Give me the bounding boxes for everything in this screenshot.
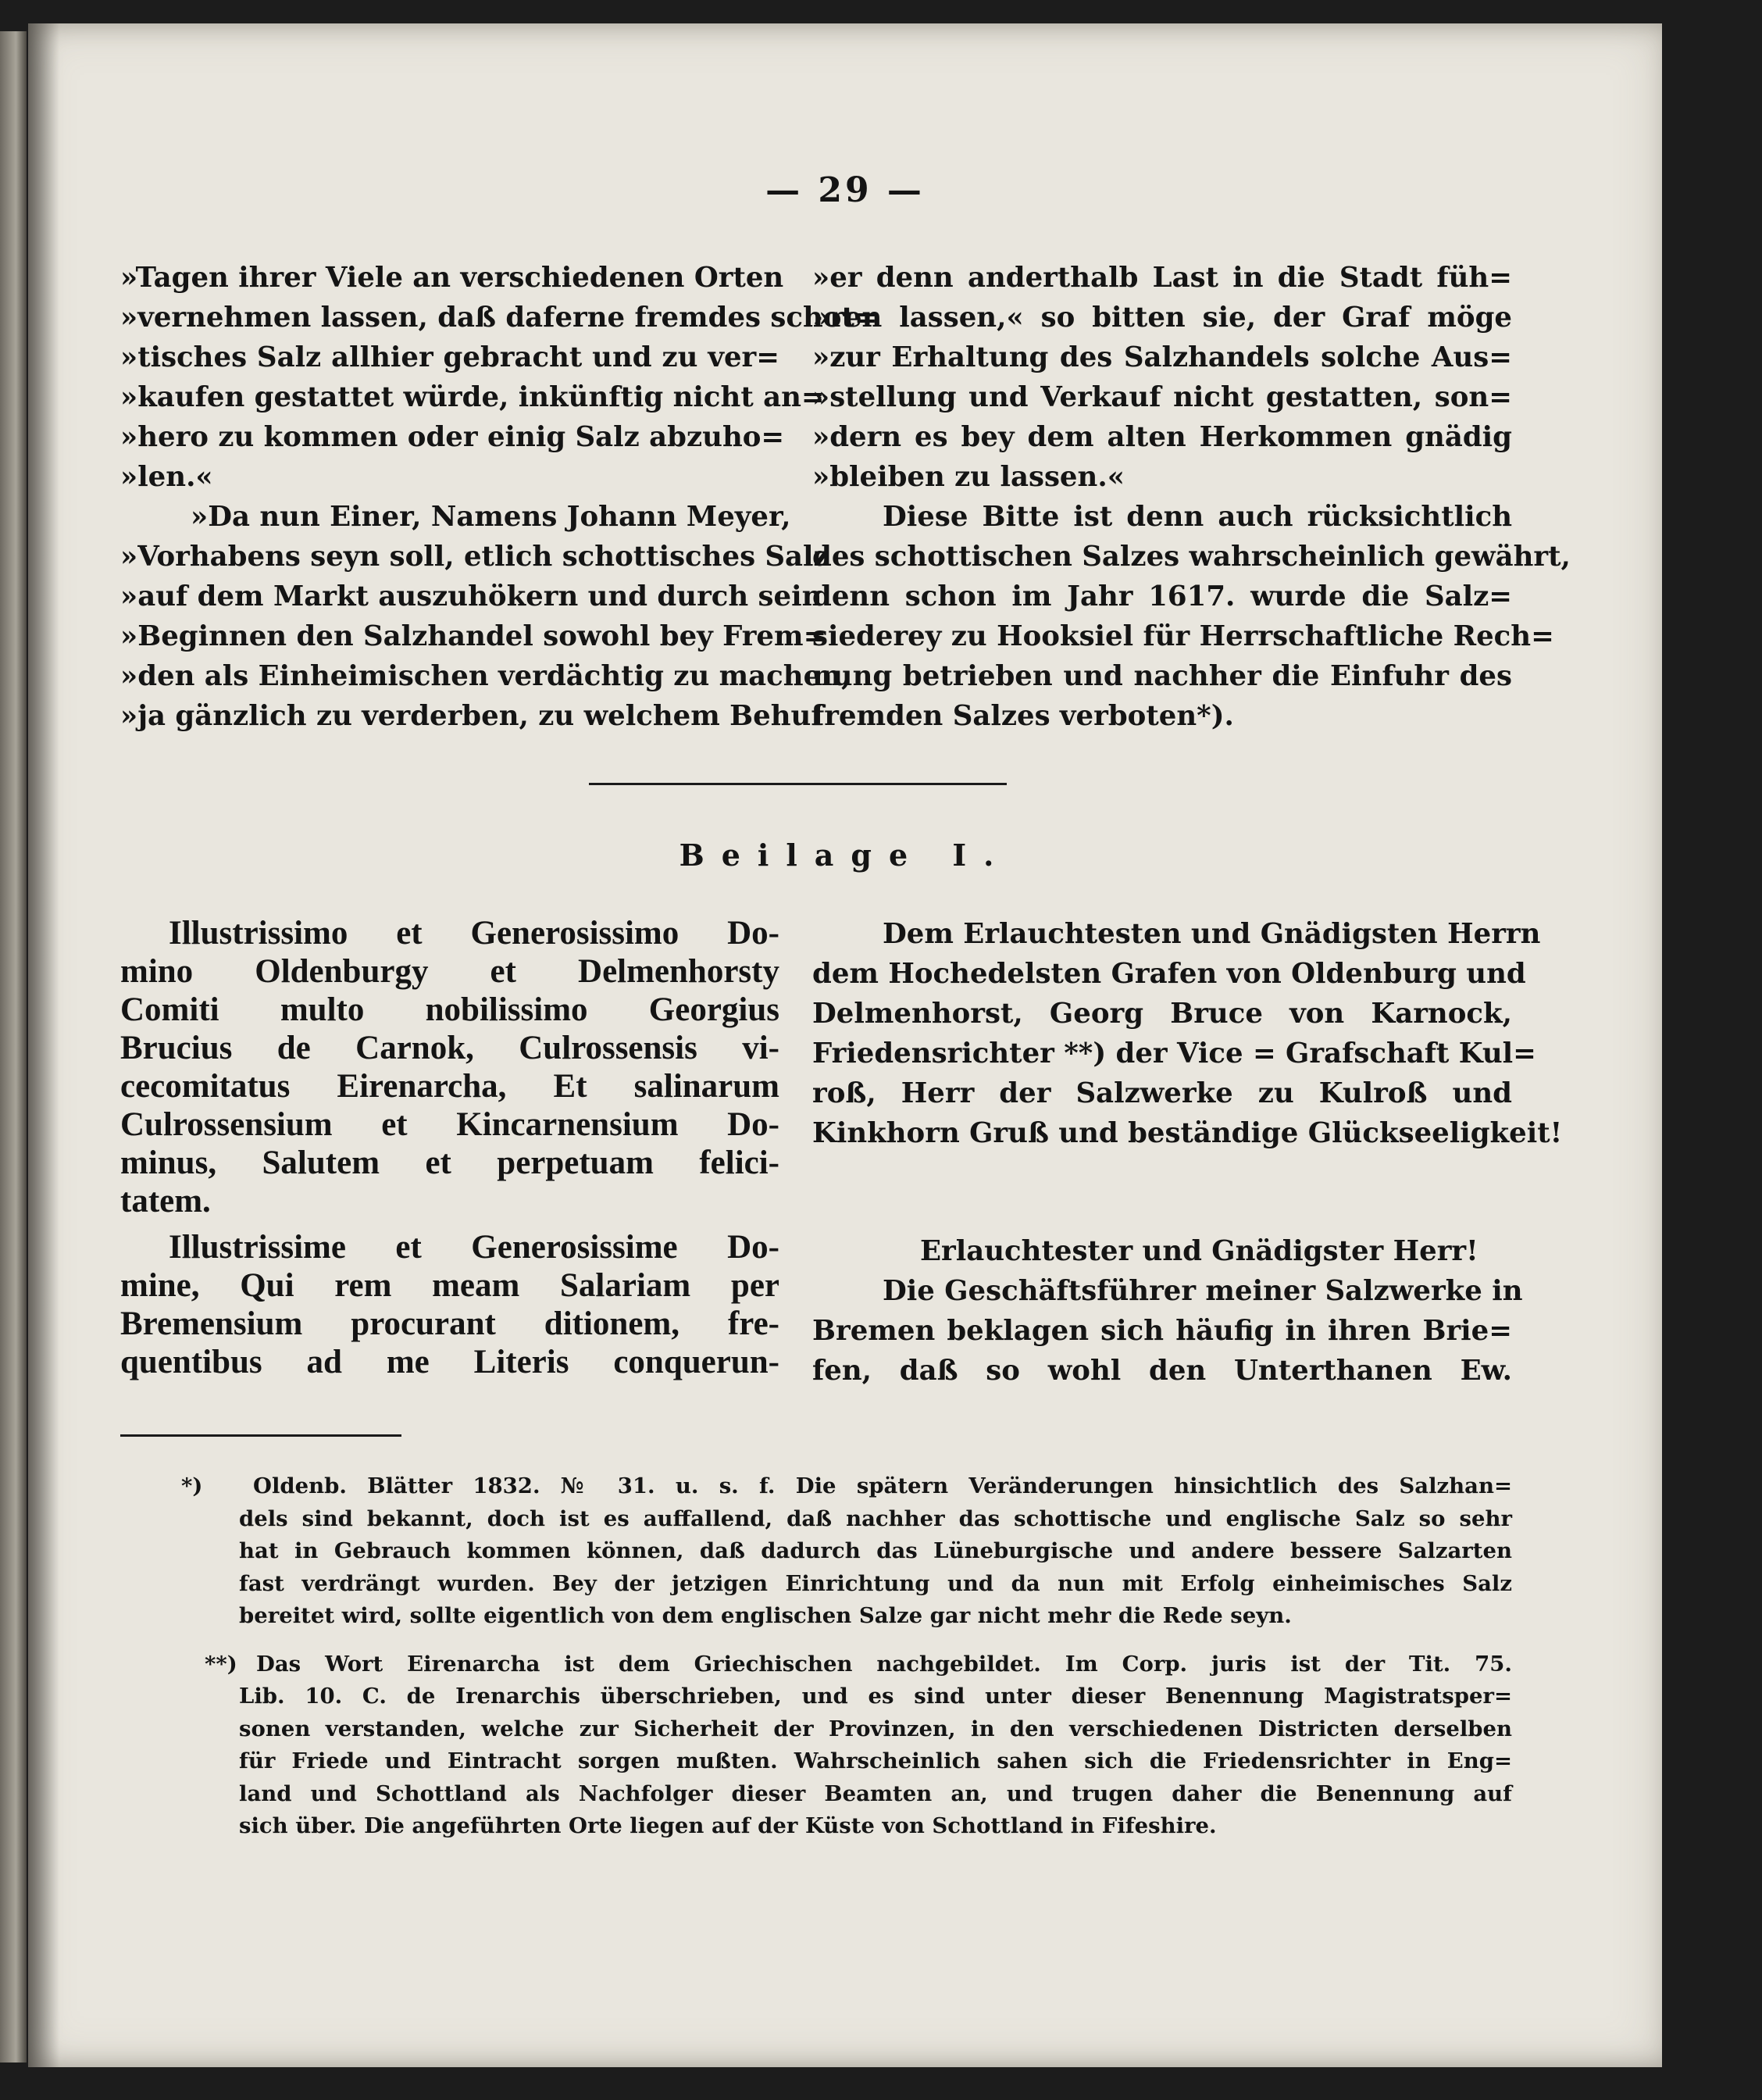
text-line: Illustrissimo et Generosissimo Do- — [169, 915, 779, 952]
text-line: Brucius de Carnok, Culrossensis vi- — [120, 1030, 779, 1066]
footnote-line: hat in Gebrauch kommen können, daß dadurch das Lüneburgische und andere bessere Salzarten — [239, 1538, 1512, 1563]
text-line: Diese Bitte ist denn auch rücksichtlich — [883, 501, 1512, 533]
text-line: »er denn anderthalb Last in die Stadt füh= — [812, 262, 1512, 294]
footnote-line: Lib. 10. C. de Irenarchis überschrieben, und es sind unter dieser Benennung Magistratsper= — [239, 1684, 1512, 1709]
latin-letter-text — [120, 914, 779, 1381]
footnote-line: sich über. Die angeführten Orte liegen auf der Küste von Schottland in Fifeshire. — [239, 1813, 1217, 1838]
text-line: siederey zu Hooksiel für Herrschaftliche Rech= — [812, 620, 1554, 652]
footnote-marker: *) — [181, 1473, 203, 1498]
text-line: »dern es bey dem alten Herkommen gnädig — [812, 421, 1512, 453]
footnote-line: dels sind bekannt, doch ist es auffallend, daß nachher das schottische und englische Salz so sehr — [239, 1505, 1512, 1531]
text-line: nung betrieben und nachher die Einfuhr des — [812, 660, 1512, 692]
text-line: »den als Einheimischen verdächtig zu machen, — [120, 660, 851, 692]
right-column-text — [812, 258, 1571, 736]
text-line: »Tagen ihrer Viele an verschiedenen Orten — [120, 262, 784, 294]
left-column-text — [120, 258, 878, 736]
text-line: mine, Qui rem meam Salariam per — [120, 1267, 779, 1304]
footnote-2 — [120, 1648, 1512, 1843]
text-line: Bremen beklagen sich häufig in ihren Brie= — [812, 1315, 1512, 1347]
text-line: Delmenhorst, Georg Bruce von Karnock, — [812, 998, 1512, 1030]
text-line: tatem. — [120, 1183, 211, 1220]
footnote-1 — [120, 1470, 1512, 1633]
text-line: Culrossensium et Kincarnensium Do- — [120, 1106, 779, 1143]
text-line: »ja gänzlich zu verderben, zu welchem Behuf — [120, 700, 823, 732]
salutation-line: Erlauchtester und Gnädigster Herr! — [920, 1235, 1478, 1267]
text-line: fen, daß so wohl den Unterthanen Ew. — [812, 1355, 1512, 1387]
section-divider — [589, 783, 1007, 785]
footnote-line: land und Schottland als Nachfolger dieser Beamten an, und trugen daher die Benennung auf — [239, 1780, 1512, 1806]
text-line: quentibus ad me Literis conquerun- — [120, 1344, 779, 1380]
text-line: »Beginnen den Salzhandel sowohl bey Frem= — [120, 620, 827, 652]
footnote-line: Das Wort Eirenarcha ist dem Griechischen nachgebildet. Im Corp. juris ist der Tit. 75. — [256, 1651, 1512, 1677]
text-line: denn schon im Jahr 1617. wurde die Salz= — [812, 580, 1512, 612]
text-line: dem Hochedelsten Grafen von Oldenburg und — [812, 958, 1526, 990]
text-line: mino Oldenburgy et Delmenhorsty — [120, 953, 779, 990]
text-line: Kinkhorn Gruß und beständige Glückseeligkeit! — [812, 1117, 1563, 1149]
text-line: Bremensium procurant ditionem, fre- — [120, 1305, 779, 1342]
section-heading: Beilage I. — [679, 838, 1011, 873]
text-line: »zur Erhaltung des Salzhandels solche Aus= — [812, 341, 1512, 373]
text-line: Illustrissime et Generosissime Do- — [169, 1229, 779, 1266]
text-line: Dem Erlauchtesten und Gnädigsten Herrn — [883, 918, 1541, 950]
text-line: fremden Salzes verboten*). — [812, 700, 1234, 732]
footnote-line: sonen verstanden, welche zur Sicherheit der Provinzen, in den verschiedenen Districten derselben — [239, 1716, 1512, 1741]
footnote-marker: **) — [205, 1651, 237, 1677]
text-line: roß, Herr der Salzwerke zu Kulroß und — [812, 1077, 1512, 1109]
text-line: cecomitatus Eirenarcha, Et salinarum — [120, 1068, 779, 1105]
text-line: Comiti multo nobilissimo Georgius — [120, 991, 779, 1028]
footnote-line: für Friede und Eintracht sorgen mußten. Wahrscheinlich sahen sich die Friedensrichter in Eng= — [239, 1748, 1512, 1773]
text-line: Friedensrichter **) der Vice = Grafschaft Kul= — [812, 1038, 1536, 1070]
text-line: »hero zu kommen oder einig Salz abzuho= — [120, 421, 785, 453]
binding-gutter-shadow — [28, 23, 59, 2067]
text-line: »Da nun Einer, Namens Johann Meyer, — [191, 501, 791, 533]
text-line: »kaufen gestattet würde, inkünftig nicht an= — [120, 381, 825, 413]
footnote-line: bereitet wird, sollte eigentlich von dem englischen Salze gar nicht mehr die Rede seyn. — [239, 1603, 1292, 1628]
text-line: »tisches Salz allhier gebracht und zu ver= — [120, 341, 779, 373]
footnote-line: Oldenb. Blätter 1832. № 31. u. s. f. Die spätern Veränderungen hinsichtlich des Salzhan= — [253, 1473, 1512, 1498]
text-line: »Vorhabens seyn soll, etlich schottisches Salz — [120, 541, 829, 573]
page-number: — 29 — — [765, 170, 925, 210]
text-line: »bleiben zu lassen.« — [812, 461, 1125, 493]
footnote-rule — [120, 1434, 401, 1437]
text-line: »vernehmen lassen, daß daferne fremdes schot= — [120, 302, 878, 334]
text-line: »stellung und Verkauf nicht gestatten, son= — [812, 381, 1512, 413]
german-letter-text — [812, 914, 1563, 1391]
text-line: »len.« — [120, 461, 213, 493]
previous-page-edge — [0, 31, 27, 2062]
text-line: des schottischen Salzes wahrscheinlich gewährt, — [812, 541, 1571, 573]
footnotes — [120, 1470, 1512, 1859]
page — [28, 23, 1662, 2067]
text-line: »ren lassen,« so bitten sie, der Graf möge — [812, 302, 1512, 334]
text-line: »auf dem Markt auszuhökern und durch sein — [120, 580, 822, 612]
footnote-line: fast verdrängt wurden. Bey der jetzigen Einrichtung und da nun mit Erfolg einheimisches Salz — [239, 1570, 1512, 1596]
text-line: Die Geschäftsführer meiner Salzwerke in — [883, 1275, 1523, 1307]
text-line: minus, Salutem et perpetuam felici- — [120, 1145, 779, 1181]
